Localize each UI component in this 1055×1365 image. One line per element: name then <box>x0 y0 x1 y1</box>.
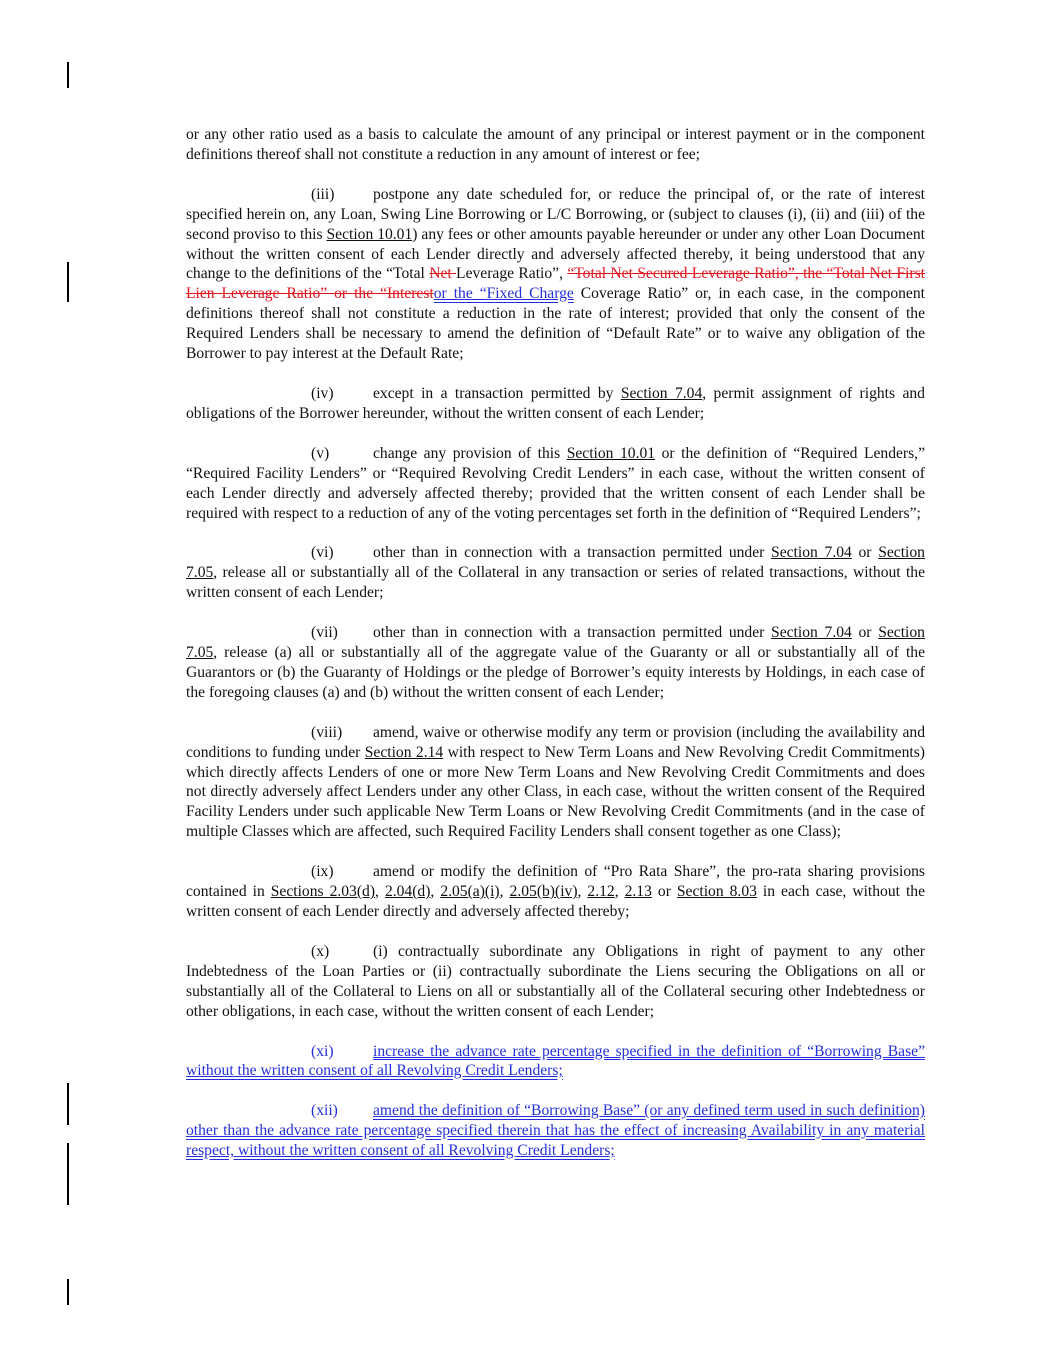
section-reference: Section 8.03 <box>676 883 757 901</box>
section-reference: Section 10.01 <box>566 444 656 462</box>
clause-iii: (iii) postpone any date scheduled for, or reduce the principal of, or the rate of interest specified herein on, any Loan, Swing Line Borrowing or L/C Borrowing, or (subject to clauses (i), (ii) and (iii) of the second proviso to this Section 10.01) any fees or other amounts payable hereunder or under any other Loan Document without the written consent of each Lender directly and adversely affected thereby, it being understood that any change to the definitions of the “Total Net Leverage Ratio”, “Total Net Secured Leverage Ratio”, the “Total Net First Lien Leverage Ratio” or the “Interestor the “Fixed Charge Coverage Ratio” or, in each case, in the component definitions thereof shall not constitute a reduction in the rate of interest; provided that only the consent of the Required Lenders shall be necessary to amend the definition of “Default Rate” or to waive any obligation of the Borrower to pay interest at the Default Rate; <box>186 185 926 363</box>
section-reference: 2.04(d) <box>384 883 431 901</box>
clause-number: (iii) <box>311 185 335 203</box>
clause-xi-inserted: (xi) increase the advance rate percentage specified in the definition of “Borrowing Base” without the written consent of all Revolving Credit Lenders; <box>186 1042 925 1080</box>
clause-x: (x) (i) contractually subordinate any Obligations in right of payment to any other Indebtedness of the Loan Parties or (ii) contractually subordinate the Liens securing the Obligations on all or substantially all of the Collateral to Liens on all or substantially all of the Collateral securing other Indebtedness or other obligations, in each case, without the written consent of each Lender; <box>186 942 925 1020</box>
clause-number: (vii) <box>311 624 338 642</box>
clause-number: (xii) <box>311 1102 338 1120</box>
deleted-text: Net <box>429 265 457 283</box>
inserted-text: or the “Fixed Charge <box>433 285 574 303</box>
change-bar <box>67 262 69 302</box>
section-reference: 2.05(a)(i) <box>440 883 500 901</box>
section-reference: Section 7.04 <box>771 624 852 642</box>
paragraph-continuation: or any other ratio used as a basis to calculate the amount of any principal or interest payment or in the component definitions thereof shall not constitute a reduction in any amount of interest or fee; <box>186 126 925 163</box>
deleted-text: “Total Net Secured Leverage Ratio”, the “Total Net First Lien Leverage Ratio” or the “Interest <box>186 265 926 303</box>
change-bar <box>67 1083 69 1125</box>
clause-v: (v) change any provision of this Section 10.01 or the definition of “Required Lenders,” “Required Facility Lenders” or “Required Revolving Credit Lenders” in each case, without the written consent of each Lender directly and adversely affected thereby; provided that the written consent of each Lender shall be required with respect to a reduction of any of the voting percentages set forth in the definition of “Required Lenders”; <box>186 444 925 522</box>
change-bar <box>67 1143 69 1205</box>
clause-viii: (viii) amend, waive or otherwise modify any term or provision (including the availability and conditions to funding under Section 2.14 with respect to New Term Loans and New Revolving Credit Commitments) which directly affects Lenders of one or more New Term Loans and New Revolving Credit Commitments and does not directly adversely affect Lenders under any other Class, in each case, without the written consent of the Required Facility Lenders under such applicable New Term Loans or New Revolving Credit Commitments (and in the case of multiple Classes which are affected, such Required Facility Lenders shall consent together as one Class); <box>186 723 925 841</box>
section-reference: Section 7.04 <box>620 384 703 402</box>
clause-number: (vi) <box>311 544 334 562</box>
clause-number: (xi) <box>311 1042 334 1060</box>
section-reference: Section 10.01 <box>326 225 413 243</box>
clause-number: (iv) <box>311 384 334 402</box>
clause-vi: (vi) other than in connection with a transaction permitted under Section 7.04 or Section 7.05, release all or substantially all of the Collateral in any transaction or series of related transactions, without the written consent of each Lender; <box>186 544 925 602</box>
change-bar <box>67 62 69 88</box>
clause-number: (viii) <box>311 723 343 741</box>
clause-xii-inserted: (xii) amend the definition of “Borrowing Base” (or any defined term used in such definition) other than the advance rate percentage specified therein that has the effect of increasing Availability in any material respect, without the written consent of all Revolving Credit Lenders; <box>186 1102 925 1160</box>
section-reference: 2.05(b)(iv) <box>509 883 578 901</box>
section-reference: 2.12 <box>587 883 615 901</box>
section-reference: 2.13 <box>624 883 652 901</box>
section-reference: Section 7.05 <box>186 544 925 582</box>
document-body <box>186 125 925 1181</box>
clause-number: (x) <box>311 942 330 960</box>
section-reference: Section 7.04 <box>771 544 852 562</box>
clause-iv: (iv) except in a transaction permitted by Section 7.04, permit assignment of rights and obligations of the Borrower hereunder, without the written consent of each Lender; <box>186 384 925 422</box>
change-bar <box>67 1279 69 1305</box>
clause-number: (ix) <box>311 863 334 881</box>
section-reference: Sections 2.03(d) <box>270 883 376 901</box>
section-reference: Section 7.05 <box>186 624 925 662</box>
clause-vii: (vii) other than in connection with a transaction permitted under Section 7.04 or Section 7.05, release (a) all or substantially all of the aggregate value of the Guaranty or all or substantially all of the Guarantors or (b) the Guaranty of Holdings or the pledge of Borrower’s equity interests by Holdings, in each case of the foregoing clauses (a) and (b) without the written consent of each Lender; <box>186 624 925 701</box>
clause-ix: (ix) amend or modify the definition of “Pro Rata Share”, the pro-rata sharing provisions contained in Sections 2.03(d), 2.04(d), 2.05(a)(i), 2.05(b)(iv), 2.12, 2.13 or Section 8.03 in each case, without the written consent of each Lender directly and adversely affected thereby; <box>186 863 926 920</box>
clause-number: (v) <box>311 444 330 462</box>
section-reference: Section 2.14 <box>364 743 444 761</box>
